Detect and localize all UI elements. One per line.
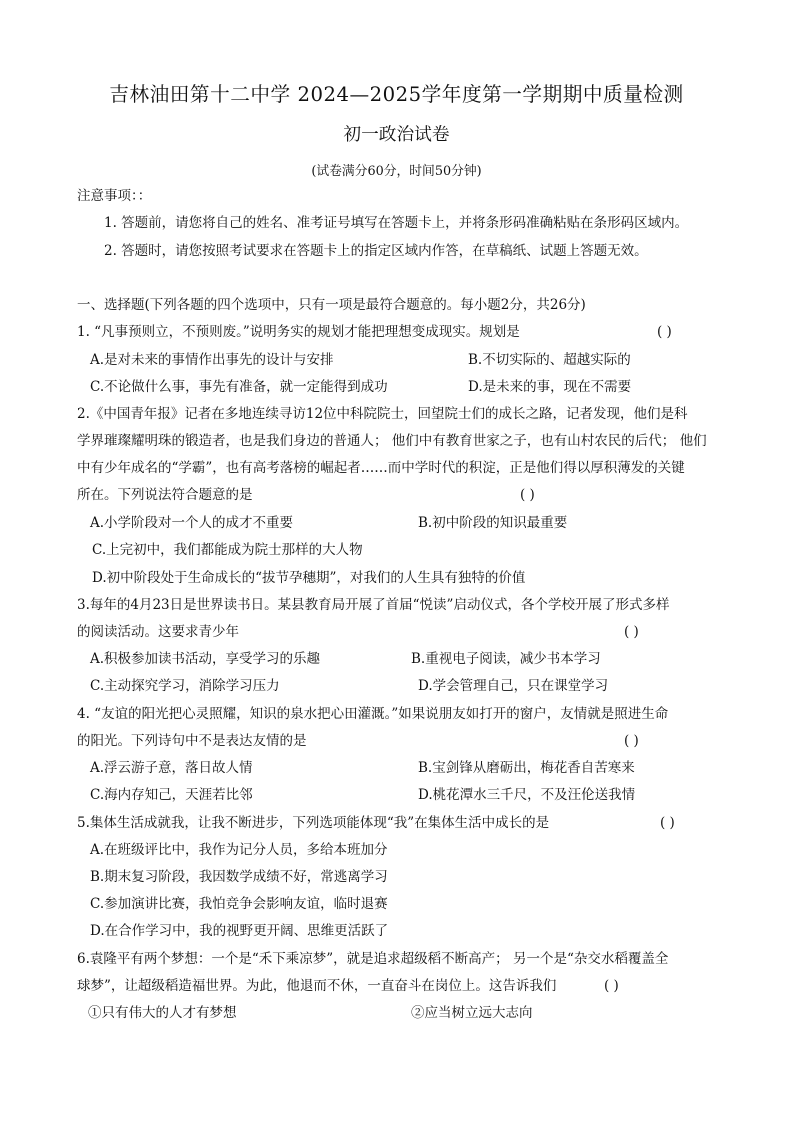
q5-option-d: D.在合作学习中，我的视野更开阔、思维更活跃了 <box>90 923 389 939</box>
q5-answer-paren: ( ) <box>660 815 675 831</box>
q5-option-c: C.参加演讲比赛，我怕竞争会影响友谊，临时退赛 <box>90 896 388 912</box>
q5-option-b: B.期末复习阶段，我因数学成绩不好，常逃离学习 <box>90 869 388 885</box>
q2-line-1: 2.《中国青年报》记者在多地连续寻访12位中科院院士，回望院士们的成长之路，记者发现，他们是科 <box>77 406 688 422</box>
q6-statement-1: ①只有伟大的人才有梦想 <box>88 1005 237 1021</box>
q3-option-d: D.学会管理自己，只在课堂学习 <box>418 678 609 694</box>
notice-item-2: 2. 答题时，请您按照考试要求在答题卡上的指定区域内作答，在草稿纸、试题上答题无效。 <box>104 243 648 259</box>
exam-title: 吉林油田第十二中学 2024—2025学年度第一学期期中质量检测 <box>109 83 684 106</box>
q3-line-2: 的阅读活动。这要求青少年 <box>77 624 239 640</box>
q4-line-2: 的阳光。下列诗句中不是表达友情的是 <box>77 733 307 749</box>
q2-answer-paren: ( ) <box>520 487 535 503</box>
q6-statement-2: ②应当树立远大志向 <box>411 1005 533 1021</box>
section-heading: 一、选择题(下列各题的四个选项中，只有一项是最符合题意的。每小题2分，共26分) <box>77 297 586 313</box>
q2-line-3: 中有少年成名的“学霸”，也有高考落榜的崛起者……而中学时代的积淀，正是他们得以厚积薄发的关键 <box>77 460 685 476</box>
q1-option-b: B.不切实际的、超越实际的 <box>468 352 631 368</box>
q1-stem: 1. “凡事预则立，不预则废。”说明务实的规划才能把理想变成现实。规划是 <box>77 324 520 340</box>
q4-line-1: 4. “友谊的阳光把心灵照耀，知识的泉水把心田灌溉。”如果说朋友如打开的窗户，友情就是照进生命 <box>77 706 669 722</box>
q3-option-a: A.积极参加读书活动，享受学习的乐趣 <box>90 651 321 667</box>
q2-option-a: A.小学阶段对一个人的成才不重要 <box>90 515 294 531</box>
q4-option-c: C.海内存知己，天涯若比邻 <box>90 787 253 803</box>
q2-line-2: 学界璀璨耀明珠的锻造者，也是我们身边的普通人； 他们中有教育世家之子，也有山村农民的后代； 他们 <box>77 433 707 449</box>
q2-option-b: B.初中阶段的知识最重要 <box>418 515 568 531</box>
exam-subtitle: 初一政治试卷 <box>343 125 450 145</box>
q3-answer-paren: ( ) <box>624 624 639 640</box>
q1-option-a: A.是对未来的事情作出事先的设计与安排 <box>90 352 334 368</box>
q4-option-a: A.浮云游子意，落日故人情 <box>90 760 253 776</box>
q2-line-4: 所在。下列说法符合题意的是 <box>77 487 253 503</box>
q3-option-c: C.主动探究学习，消除学习压力 <box>90 678 280 694</box>
q4-option-d: D.桃花潭水三千尺，不及汪伦送我情 <box>418 787 636 803</box>
q6-line-2: 球梦”，让超级稻造福世界。为此，他退而不休，一直奋斗在岗位上。这告诉我们 <box>77 978 557 994</box>
q5-option-a: A.在班级评比中，我作为记分人员，多给本班加分 <box>90 842 388 858</box>
q1-option-d: D.是未来的事，现在不需要 <box>468 379 632 395</box>
q2-option-c: C.上完初中，我们都能成为院士那样的大人物 <box>92 542 363 558</box>
q4-answer-paren: ( ) <box>624 733 639 749</box>
exam-note: (试卷满分60分，时间50分钟) <box>311 164 482 179</box>
q3-line-1: 3.每年的4月23日是世界读书日。某县教育局开展了首届“悦读”启动仪式，各个学校开展了形式多样 <box>77 597 670 613</box>
notice-heading: 注意事项：： <box>77 188 152 204</box>
q6-line-1: 6.袁隆平有两个梦想：一个是“禾下乘凉梦”，就是追求超级稻不断高产； 另一个是“杂交水稻覆盖全 <box>77 951 669 967</box>
notice-item-1: 1. 答题前，请您将自己的姓名、准考证号填写在答题卡上，并将条形码准确粘贴在条形码区域内。 <box>104 215 689 231</box>
q1-answer-paren: ( ) <box>657 324 672 340</box>
q5-stem: 5.集体生活成就我，让我不断进步，下列选项能体现“我”在集体生活中成长的是 <box>77 815 550 831</box>
q1-option-c: C.不论做什么事，事先有准备，就一定能得到成功 <box>90 379 388 395</box>
q4-option-b: B.宝剑锋从磨砺出，梅花香自苦寒来 <box>418 760 635 776</box>
q2-option-d: D.初中阶段处于生命成长的“拔节孕穗期”，对我们的人生具有独特的价值 <box>92 570 526 586</box>
q6-answer-paren: ( ) <box>604 978 619 994</box>
q3-option-b: B.重视电子阅读，减少书本学习 <box>411 651 601 667</box>
